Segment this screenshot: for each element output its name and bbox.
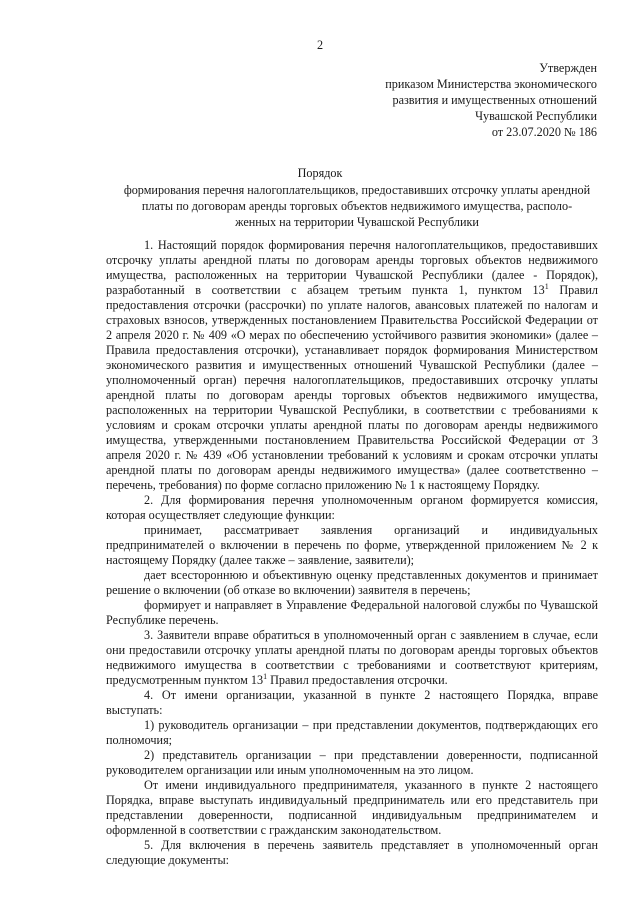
approval-line: Утвержден — [539, 61, 597, 75]
paragraph-2-item: дает всестороннюю и объективную оценку представленных документов и принимает решение о включении (об отказе во включении) заявителя в перечень; — [106, 568, 598, 597]
approval-line: приказом Министерства экономического — [385, 77, 597, 91]
document-title: Порядок — [297, 166, 343, 180]
approval-line: Чувашской Республики — [475, 109, 597, 123]
approval-block — [385, 60, 597, 140]
paragraph-4: 4. От имени организации, указанной в пункте 2 настоящего Порядка, вправе выступать: — [106, 688, 598, 717]
paragraph-5: 5. Для включения в перечень заявитель представляет в уполномоченный орган следующие документы: — [106, 838, 598, 867]
paragraph-4-note: От имени индивидуального предпринимателя, указанного в пункте 2 настоящего Порядка, вправе выступать индивидуальный предприниматель или его представитель при представлении доверенности, подписанной индивидуальным предпринимателем и оформленной в соответствии с гражданским законодательством. — [106, 778, 598, 837]
subtitle-line: женных на территории Чувашской Республики — [235, 215, 479, 229]
paragraph-3: 3. Заявители вправе обратиться в уполномоченный орган с заявлением в случае, если они предоставили отсрочку уплаты арендной платы по договорам аренды торговых объектов недвижимого имущества в соответствии с требованиями и соответствуют критериям, предусмотренным пунктом $13^1$ Правил предоставления отсрочки. — [106, 628, 598, 687]
paragraph-4-item: 2) представитель организации – при представлении доверенности, подписанной руководителем организации или иным уполномоченным на это лицом. — [106, 748, 598, 777]
document-body — [106, 238, 598, 868]
superscript: 1 — [544, 281, 549, 291]
paragraph-2-item: формирует и направляет в Управление Федеральной налоговой службы по Чувашской Республике перечень. — [106, 598, 598, 627]
page-number: 2 — [316, 38, 324, 52]
paragraph-4-item: 1) руководитель организации – при представлении документов, подтверждающих его полномочия; — [106, 718, 598, 747]
paragraph-2-item: принимает, рассматривает заявления организаций и индивидуальных предпринимателей о включении в перечень по форме, утвержденной приложением № 2 к настоящему Порядку (далее также – заявление, заявители); — [106, 523, 598, 567]
approval-line: от 23.07.2020 № 186 — [491, 125, 597, 139]
subtitle-line: платы по договорам аренды торговых объектов недвижимого имущества, располо- — [141, 199, 573, 213]
paragraph-1: 1. Настоящий порядок формирования перечня налогоплательщиков, предоставивших отсрочку уплаты арендной платы по договорам аренды торговых объектов недвижимого имущества, расположенных на территории Чувашской Республики (далее - Порядок), разработанный в соответствии с абзацем третьим пункта 1, пунктом $13^1$ Правил предоставления отсрочки (рассрочки) по уплате налогов, авансовых платежей по налогам и страховых взносов, утвержденных постановлением Правительства Российской Федерации от 2 апреля 2020 г. № 409 «О мерах по обеспечению устойчивого развития экономики» (далее – Правила предоставления отсрочки), устанавливает порядок формирования Министерством экономического развития и имущественных отношений Чувашской Республики (далее – уполномоченный орган) перечня налогоплательщиков, предоставивших отсрочку уплаты арендной платы по договорам аренды торговых объектов недвижимого имущества, расположенных на территории Чувашской Республики, в соответствии с требованиями к условиям и срокам отсрочки уплаты арендной платы по договорам аренды недвижимого имущества, утвержденными постановлением Правительства Российской Федерации от 3 апреля 2020 г. № 439 «Об установлении требований к условиям и срокам отсрочки уплаты арендной платы по договорам аренды недвижимого имущества» (далее соответственно – перечень, требования) по форме согласно приложению № 1 к настоящему Порядку. — [106, 238, 598, 492]
approval-line: развития и имущественных отношений — [392, 93, 597, 107]
superscript: 1 — [263, 671, 268, 681]
document-subtitle — [108, 182, 606, 230]
paragraph-2: 2. Для формирования перечня уполномоченным органом формируется комиссия, которая осуществляет следующие функции: — [106, 493, 598, 522]
subtitle-line: формирования перечня налогоплательщиков, предоставивших отсрочку уплаты арендной — [123, 183, 591, 197]
